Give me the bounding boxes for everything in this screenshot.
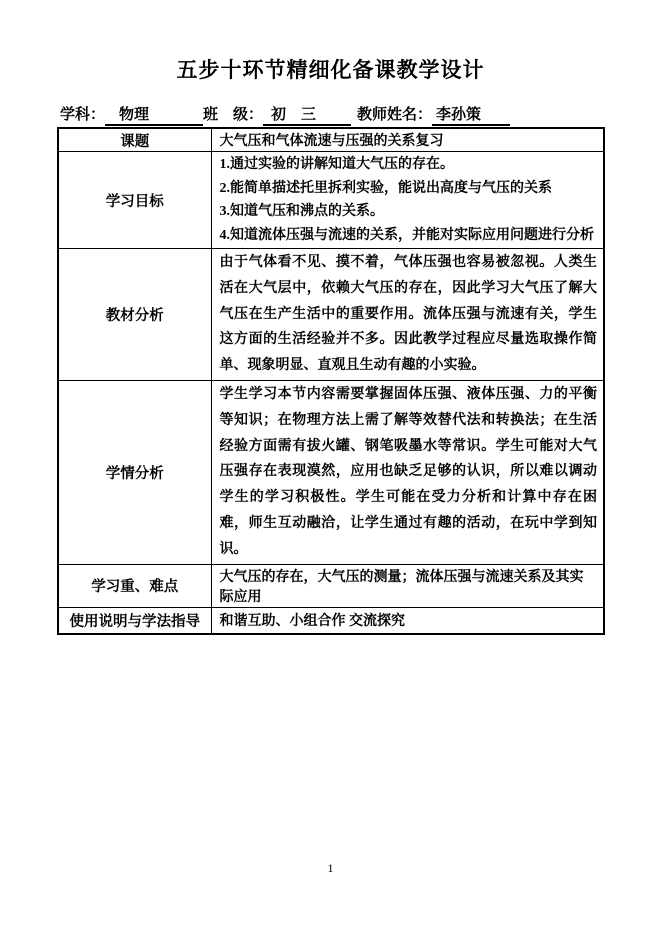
page-number: 1 (327, 861, 334, 875)
meta-header-line (60, 103, 608, 126)
student-analysis-content (211, 380, 604, 564)
student-analysis-label: 学情分析 (58, 380, 211, 564)
table-row-key-points (58, 564, 604, 607)
student-analysis-paragraph: 学生学习本节内容需要掌握固体压强、液体压强、力的平衡等知识；在物理方法上需了解等效替代法和转换法；在生活经验方面需有拔火罐、钢笔吸墨水等常识。学生可能对大气压强存在表现漠然，应用也缺乏足够的认识，所以难以调动学生的学习积极性。学生可能在受力分析和计算中存在困难，师生互动融洽，让学生通过有趣的活动，在玩中学到知识。 (219, 386, 597, 557)
subject-value: 物理 (105, 103, 203, 126)
subject-label: 学科： (60, 107, 106, 123)
table-row-student-analysis (58, 380, 604, 564)
learning-goals-label: 学习目标 (58, 152, 211, 249)
usage-guide-label: 使用说明与学法指导 (58, 607, 211, 634)
topic-row-content: 大气压和气体流速与压强的关系复习 (211, 128, 604, 152)
teacher-name-label: 教师姓名： (357, 107, 433, 123)
document-title: 五步十环节精细化备课教学设计 (176, 58, 485, 82)
lesson-plan-table (57, 127, 605, 635)
material-analysis-paragraph: 由于气体看不见、摸不着，气体压强也容易被忽视。人类生活在大气层中，依赖大气压的存在，因此学习大气压了解大气压在生产生活中的重要作用。流体压强与流速有关，学生这方面的生活经验并不多。因此教学过程应尽量选取操作简单、现象明显、直观且生动有趣的小实验。 (219, 255, 597, 374)
material-analysis-label: 教材分析 (58, 249, 211, 381)
key-points-label: 学习重、难点 (58, 564, 211, 607)
table-row-usage-guide (58, 607, 604, 634)
learning-goal-item: 2.能简单描述托里拆利实验，能说出高度与气压的关系 (219, 180, 552, 196)
key-points-content: 大气压的存在，大气压的测量；流体压强与流速关系及其实际应用 (211, 564, 604, 607)
table-row-learning-goals (58, 152, 604, 249)
learning-goal-item: 1.通过实验的讲解知道大气压的存在。 (219, 157, 454, 172)
learning-goals-content (211, 152, 604, 249)
usage-guide-content: 和谐互助、小组合作 交流探究 (211, 607, 604, 634)
teacher-name-value: 李孙策 (432, 103, 510, 126)
table-row-material-analysis (58, 249, 604, 381)
class-value: 初 三 (263, 103, 351, 126)
material-analysis-content (211, 249, 604, 381)
learning-goal-item: 3.知道气压和沸点的关系。 (219, 204, 384, 219)
topic-row-label: 课题 (58, 128, 211, 152)
class-label: 班 级： (203, 107, 264, 123)
table-row-topic (58, 128, 604, 152)
learning-goal-item: 4.知道流体压强与流速的关系，并能对实际应用问题进行分析 (219, 227, 594, 243)
